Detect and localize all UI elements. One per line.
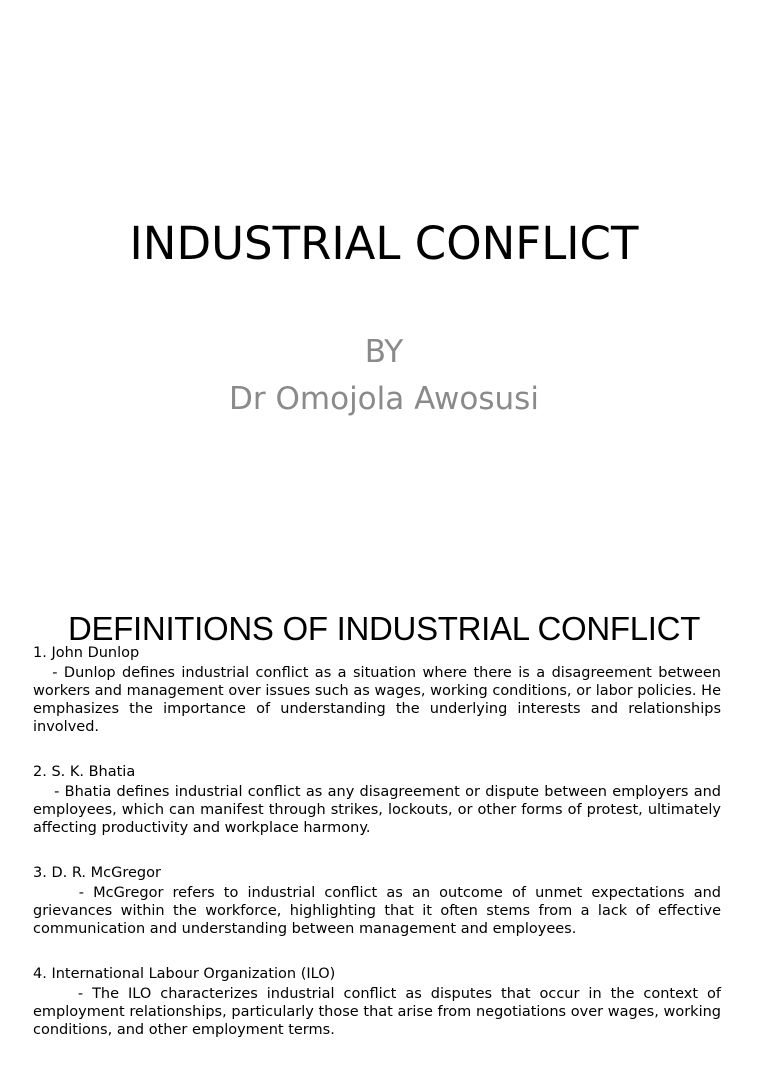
slide-title: INDUSTRIAL CONFLICT xyxy=(129,217,639,270)
slide-author: Dr Omojola Awosusi xyxy=(229,381,539,417)
definitions-heading: DEFINITIONS OF INDUSTRIAL CONFLICT xyxy=(67,610,701,647)
definition-name: 4. International Labour Organization (ILO) xyxy=(33,966,336,982)
definition-name: 2. S. K. Bhatia xyxy=(33,764,136,780)
definition-text: - The ILO characterizes industrial conflict as disputes that occur in the context of employment relationships, particularly those that arise from negotiations over wages, working conditions, and other employment terms. xyxy=(33,986,721,1038)
definition-text: - Dunlop defines industrial conflict as a situation where there is a disagreement between workers and management over issues such as wages, working conditions, or labor policies. He emphasizes the importance of understanding the underlying interests and relationships involved. xyxy=(33,665,721,735)
definition-name: 3. D. R. McGregor xyxy=(33,865,161,881)
definitions-list xyxy=(33,643,721,1065)
definition-name: 1. John Dunlop xyxy=(33,645,140,661)
definition-text: - McGregor refers to industrial conflict as an outcome of unmet expectations and grievances within the workforce, highlighting that it often stems from a lack of effective communication and understanding between management and employees. xyxy=(33,885,721,937)
definition-item xyxy=(33,863,721,938)
definition-item xyxy=(33,762,721,837)
definition-item xyxy=(33,643,721,736)
slide-by-label: BY xyxy=(364,334,404,370)
definition-item xyxy=(33,964,721,1039)
definition-text: - Bhatia defines industrial conflict as any disagreement or dispute between employers and employees, which can manifest through strikes, lockouts, or other forms of protest, ultimately affecting productivity and workplace harmony. xyxy=(33,784,721,836)
definitions-page xyxy=(0,576,768,1038)
